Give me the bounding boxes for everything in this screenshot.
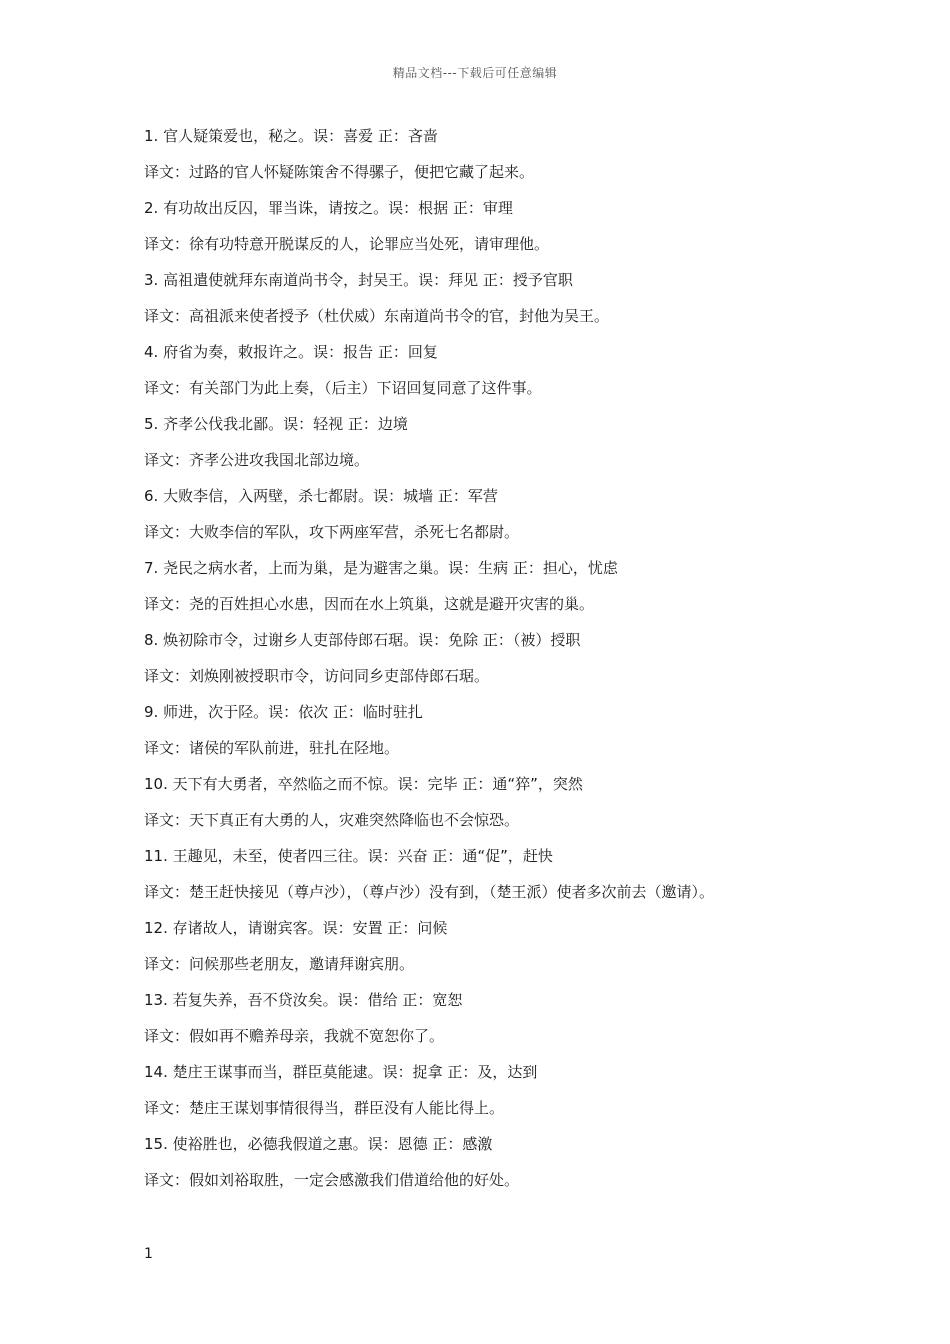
sentence-line: 9. 师进，次于陉。误：依次 正：临时驻扎 bbox=[144, 703, 423, 721]
sentence-line: 3. 高祖遣使就拜东南道尚书令，封吴王。误：拜见 正：授予官职 bbox=[144, 271, 573, 289]
sentence-line: 5. 齐孝公伐我北鄙。误：轻视 正：边境 bbox=[144, 415, 408, 433]
sentence-line: 8. 焕初除市令，过谢乡人吏部侍郎石琚。误：免除 正：（被）授职 bbox=[144, 631, 581, 649]
translation-line: 译文：假如再不赡养母亲，我就不宽恕你了。 bbox=[144, 1027, 445, 1045]
list-item bbox=[144, 1060, 844, 1132]
sentence-line: 10. 天下有大勇者，卒然临之而不惊。误：完毕 正：通“猝”，突然 bbox=[144, 775, 583, 793]
page-header: 精品文档---下载后可任意编辑 bbox=[392, 66, 558, 80]
sentence-line: 11. 王趣见，未至，使者四三往。误：兴奋 正：通“促”，赶快 bbox=[144, 847, 553, 865]
list-item bbox=[144, 340, 844, 412]
page-number: 1 bbox=[144, 1246, 153, 1262]
list-item bbox=[144, 556, 844, 628]
sentence-line: 13. 若复失养，吾不贷汝矣。误：借给 正：宽恕 bbox=[144, 991, 463, 1009]
translation-line: 译文：问候那些老朋友，邀请拜谢宾朋。 bbox=[144, 955, 415, 973]
translation-line: 译文：诸侯的军队前进，驻扎在陉地。 bbox=[144, 739, 400, 757]
sentence-line: 7. 尧民之病水者，上而为巢，是为避害之巢。误：生病 正：担心，忧虑 bbox=[144, 559, 618, 577]
translation-line: 译文：尧的百姓担心水患，因而在水上筑巢，这就是避开灾害的巢。 bbox=[144, 595, 595, 613]
sentence-line: 1. 官人疑策爱也，秘之。误：喜爱 正：吝啬 bbox=[144, 127, 438, 145]
sentence-line: 2. 有功故出反囚，罪当诛，请按之。误：根据 正：审理 bbox=[144, 199, 513, 217]
list-item bbox=[144, 916, 844, 988]
sentence-line: 6. 大败李信，入两壁，杀七都尉。误：城墙 正：军营 bbox=[144, 487, 498, 505]
translation-line: 译文：楚王赶快接见（尊卢沙），（尊卢沙）没有到，（楚王派）使者多次前去（邀请）。 bbox=[144, 883, 715, 901]
list-item bbox=[144, 124, 844, 196]
translation-line: 译文：天下真正有大勇的人，灾难突然降临也不会惊恐。 bbox=[144, 811, 520, 829]
sentence-line: 12. 存诸故人，请谢宾客。误：安置 正：问候 bbox=[144, 919, 448, 937]
sentence-line: 15. 使裕胜也，必德我假道之惠。误：恩德 正：感激 bbox=[144, 1135, 493, 1153]
list-item bbox=[144, 1132, 844, 1204]
list-item bbox=[144, 268, 844, 340]
list-item bbox=[144, 628, 844, 700]
list-item bbox=[144, 844, 844, 916]
list-item bbox=[144, 772, 844, 844]
list-item bbox=[144, 700, 844, 772]
list-item bbox=[144, 988, 844, 1060]
translation-line: 译文：假如刘裕取胜，一定会感激我们借道给他的好处。 bbox=[144, 1171, 520, 1189]
list-item bbox=[144, 484, 844, 556]
sentence-line: 4. 府省为奏，敕报许之。误：报告 正：回复 bbox=[144, 343, 438, 361]
translation-line: 译文：刘焕刚被授职市令，访问同乡吏部侍郎石琚。 bbox=[144, 667, 490, 685]
translation-line: 译文：楚庄王谋划事情很得当，群臣没有人能比得上。 bbox=[144, 1099, 505, 1117]
translation-line: 译文：齐孝公进攻我国北部边境。 bbox=[144, 451, 370, 469]
sentence-line: 14. 楚庄王谋事而当，群臣莫能逮。误：捉拿 正：及，达到 bbox=[144, 1063, 538, 1081]
list-item bbox=[144, 412, 844, 484]
translation-line: 译文：大败李信的军队，攻下两座军营，杀死七名都尉。 bbox=[144, 523, 520, 541]
translation-line: 译文：过路的官人怀疑陈策舍不得骡子，便把它藏了起来。 bbox=[144, 163, 535, 181]
translation-line: 译文：高祖派来使者授予（杜伏威）东南道尚书令的官，封他为吴王。 bbox=[144, 307, 610, 325]
translation-line: 译文：有关部门为此上奏，（后主）下诏回复同意了这件事。 bbox=[144, 379, 542, 397]
translation-line: 译文：徐有功特意开脱谋反的人，论罪应当处死，请审理他。 bbox=[144, 235, 550, 253]
list-item bbox=[144, 196, 844, 268]
document-body bbox=[144, 124, 844, 1204]
